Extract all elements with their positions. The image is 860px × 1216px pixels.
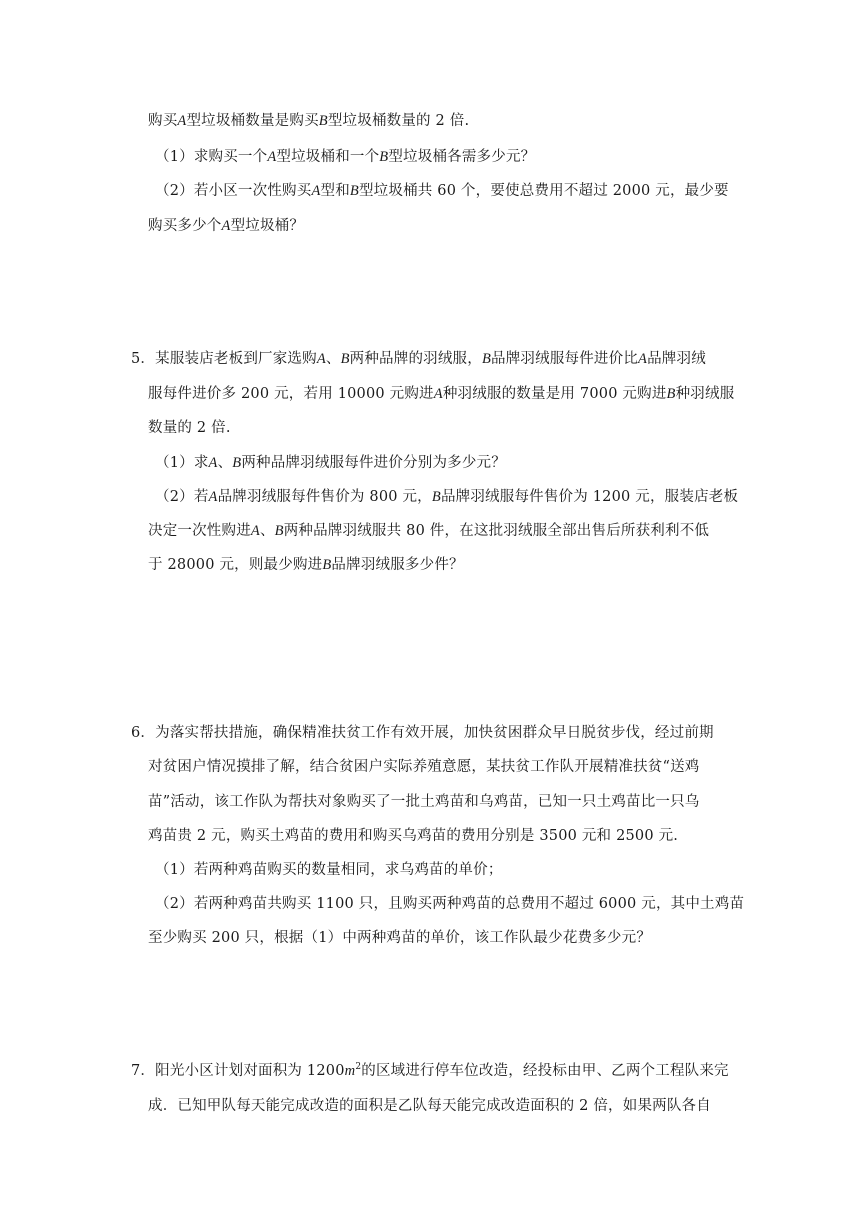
sub-question-1: （1）求购买一个A型垃圾桶和一个B型垃圾桶各需多少元？ xyxy=(155,149,536,165)
sub-question-2-cont: 购买多少个A型垃圾桶？ xyxy=(148,218,305,234)
sub-question-2-cont: 至少购买 200 只，根据（1）中两种鸡苗的单价，该工作队最少花费多少元？ xyxy=(148,930,652,946)
sub-question-1: （1）求A、B两种品牌羽绒服每件进价分别为多少元？ xyxy=(155,455,506,471)
problem-text-line: 购买A型垃圾桶数量是购买B型垃圾桶数量的 2 倍. xyxy=(148,113,470,129)
sub-question-2: （2）若A品牌羽绒服每件售价为 800 元，B品牌羽绒服每件售价为 1200 元，服装店老板 xyxy=(155,489,739,505)
problem-text-line: 数量的 2 倍. xyxy=(148,420,231,436)
sub-question-2-cont: 于 28000 元，则最少购进B品牌羽绒服多少件？ xyxy=(148,557,464,573)
problem-text-line: 对贫困户情况摸排了解，结合贫困户实际养殖意愿，某扶贫工作队开展精准扶贫“送鸡 xyxy=(148,759,700,775)
problem-text-line: 苗”活动，该工作队为帮扶对象购买了一批土鸡苗和乌鸡苗，已知一只土鸡苗比一只乌 xyxy=(148,794,700,810)
problem-text-line: 5．某服装店老板到厂家选购A、B两种品牌的羽绒服，B品牌羽绒服每件进价比A品牌羽绒 xyxy=(131,351,706,367)
sub-question-2: （2）若小区一次性购买A型和B型垃圾桶共 60 个，要使总费用不超过 2000 元，最少要 xyxy=(155,183,729,199)
problem-text-line: 6．为落实帮扶措施，确保精准扶贫工作有效开展，加快贫困群众早日脱贫步伐，经过前期 xyxy=(131,725,714,741)
sub-question-2-cont: 决定一次性购进A、B两种品牌羽绒服共 80 件，在这批羽绒服全部出售后所获利利不低 xyxy=(148,523,710,539)
sub-question-1: （1）若两种鸡苗购买的数量相同，求乌鸡苗的单价； xyxy=(155,862,503,878)
problem-text-line: 服每件进价多 200 元，若用 10000 元购进A种羽绒服的数量是用 7000 元购进B种羽绒服 xyxy=(148,386,735,402)
problem-text-line: 成．已知甲队每天能完成改造的面积是乙队每天能完成改造面积的 2 倍，如果两队各自 xyxy=(148,1098,711,1114)
problem-text-line: 鸡苗贵 2 元，购买土鸡苗的费用和购买乌鸡苗的费用分别是 3500 元和 2500 元. xyxy=(148,828,679,844)
problem-text-line: 7．阳光小区计划对面积为 $1200m^2$的区域进行停车位改造，经投标由甲、乙两个工程队来完 xyxy=(131,1062,729,1079)
sub-question-2: （2）若两种鸡苗共购买 1100 只，且购买两种鸡苗的总费用不超过 6000 元，其中土鸡苗 xyxy=(155,896,745,912)
